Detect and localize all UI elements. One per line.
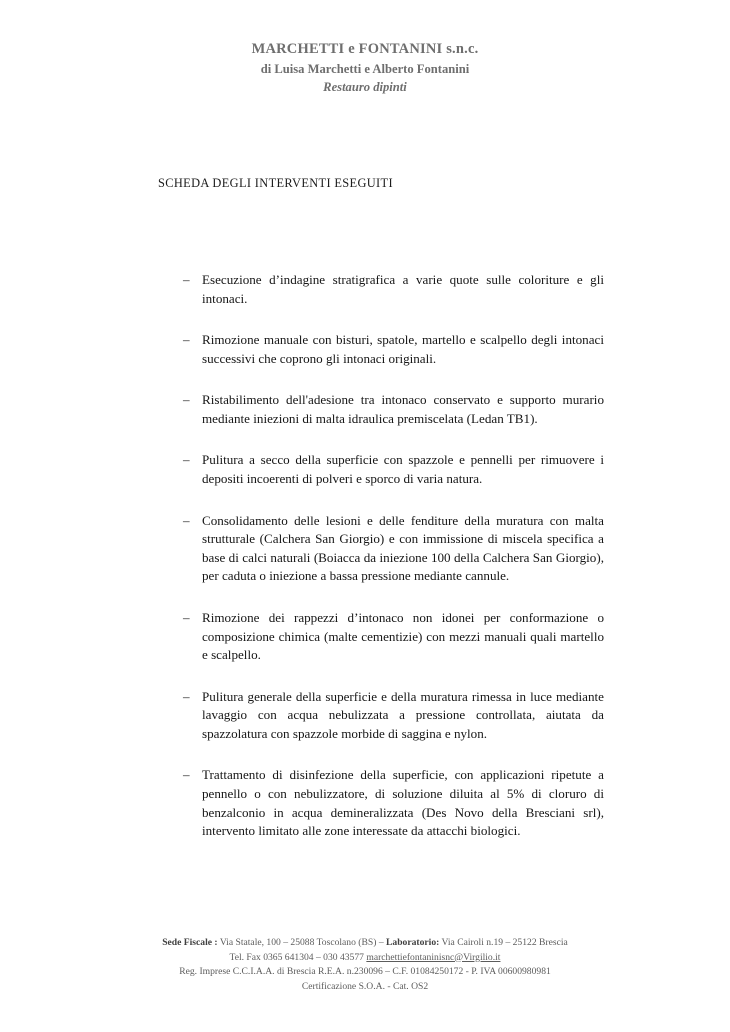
list-item-text: Esecuzione d’indagine stratigrafica a varie quote sulle coloriture e gli intonaci. bbox=[202, 272, 604, 306]
bullet-dash-icon: – bbox=[183, 452, 190, 468]
bullet-dash-icon: – bbox=[183, 272, 190, 287]
footer-laboratorio-value: Via Cairoli n.19 – 25122 Brescia bbox=[439, 937, 568, 948]
bullet-dash-icon: – bbox=[183, 609, 190, 625]
list-item bbox=[183, 451, 604, 488]
list-item-text: Trattamento di disinfezione della superficie, con applicazioni ripetute a pennello o con nebulizzatore, di soluzione diluita al 5% di cloruro di benzalconio in acqua demineralizzata (Des Novo della Bresciani srl), intervento limitato alle zone interessate da attacchi biologici. bbox=[202, 767, 604, 839]
bullet-dash-icon: – bbox=[183, 332, 190, 348]
list-item bbox=[183, 391, 604, 428]
footer-sede-fiscale-value: Via Statale, 100 – 25088 Toscolano (BS) – bbox=[217, 937, 387, 948]
footer-phone-fax: Tel. Fax 0365 641304 – 030 43577 bbox=[229, 951, 367, 963]
list-item bbox=[183, 766, 604, 840]
page-title: SCHEDA DEGLI INTERVENTI ESEGUITI bbox=[158, 176, 393, 190]
footer-line-registration: Reg. Imprese C.C.I.A.A. di Brescia R.E.A. n.230096 – C.F. 01084250172 - P. IVA 00600980981 bbox=[179, 966, 551, 978]
footer-label-laboratorio: Laboratorio: bbox=[386, 937, 440, 948]
list-item-text: Consolidamento delle lesioni e delle fenditure della muratura con malta strutturale (Calchera San Giorgio) e con immissione di miscela specifica a base di calci naturali (Boiacca da iniezione 100 della Calchera San Giorgio), per caduta o iniezione a bassa pressione mediante cannule. bbox=[202, 512, 604, 584]
letterhead bbox=[0, 40, 730, 97]
list-item bbox=[183, 609, 604, 665]
list-item bbox=[183, 271, 604, 308]
bullet-dash-icon: – bbox=[183, 512, 190, 528]
footer-email-link[interactable]: marchettiefontaninisnc@Virgilio.it bbox=[366, 951, 501, 963]
bullet-dash-icon: – bbox=[183, 767, 190, 783]
bullet-dash-icon: – bbox=[183, 392, 190, 408]
company-partners: di Luisa Marchetti e Alberto Fontanini bbox=[260, 61, 470, 76]
company-name: MARCHETTI e FONTANINI s.n.c. bbox=[251, 41, 479, 57]
page-footer bbox=[0, 936, 730, 994]
interventions-list bbox=[183, 271, 604, 841]
footer-line-contacts bbox=[0, 951, 730, 966]
bullet-dash-icon: – bbox=[183, 688, 190, 704]
footer-line-address bbox=[0, 936, 730, 951]
list-item bbox=[183, 512, 604, 586]
company-activity: Restauro dipinti bbox=[323, 80, 407, 95]
list-item-text: Ristabilimento dell'adesione tra intonaco conservato e supporto murario mediante iniezioni di malta idraulica premiscelata (Ledan TB1). bbox=[202, 392, 604, 426]
list-item-text: Rimozione dei rappezzi d’intonaco non idonei per conformazione o composizione chimica (malte cementizie) con mezzi manuali quali martello e scalpello. bbox=[202, 609, 604, 663]
footer-line-certification: Certificazione S.O.A. - Cat. OS2 bbox=[301, 980, 429, 992]
list-item-text: Pulitura generale della superficie e della muratura rimessa in luce mediante lavaggio con acqua nebulizzata a pressione controllata, aiutata da spazzolatura con spazzole morbide di saggina e nylon. bbox=[202, 688, 604, 741]
footer-label-sede-fiscale: Sede Fiscale : bbox=[162, 937, 218, 948]
list-item bbox=[183, 331, 604, 368]
list-item-text: Rimozione manuale con bisturi, spatole, martello e scalpello degli intonaci successivi che coprono gli intonaci originali. bbox=[202, 332, 604, 366]
list-item-text: Pulitura a secco della superficie con spazzole e pennelli per rimuovere i depositi incoerenti di polveri e sporco di varia natura. bbox=[202, 452, 604, 487]
list-item bbox=[183, 688, 604, 744]
